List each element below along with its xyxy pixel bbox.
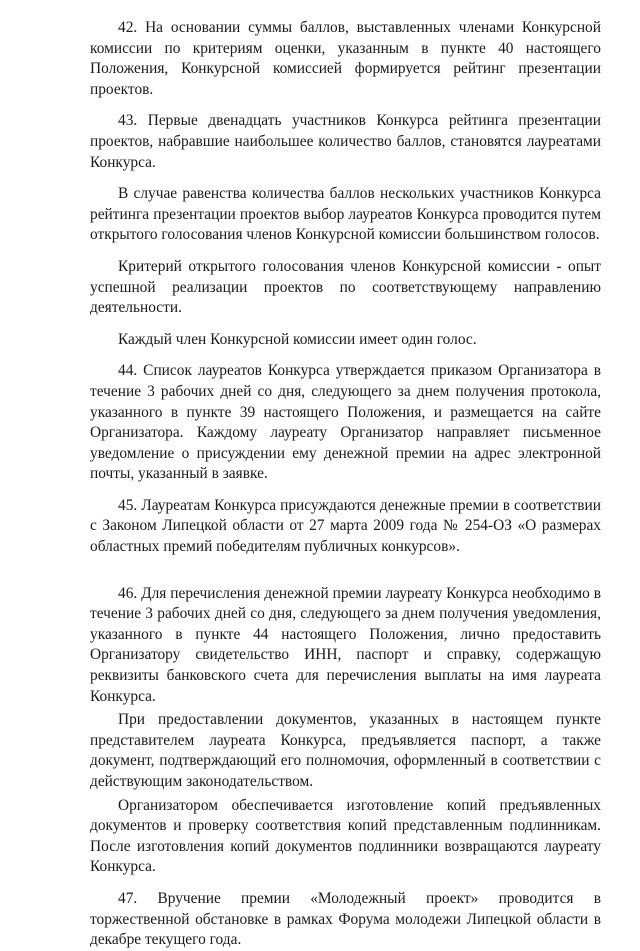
paragraph-one-vote: Каждый член Конкурсной комиссии имеет один голос.: [118, 330, 477, 348]
paragraph-46: 46. Для перечисления денежной премии лауреату Конкурса необходимо в течение 3 рабочих дней со дня, следующего за днем получения уведомления, указанного в пункте 44 настоящего Положения, лично предоставить Организатору свидетельство ИНН, паспорт и справку, содержащую реквизиты банковского счета для перечисления выплаты на имя лауреата Конкурса.: [90, 584, 601, 705]
paragraph-46-copies: Организатором обеспечивается изготовление копий предъявленных документов и проверку соответствия копий представленным подлинникам. После изготовления копий документов подлинники возвращаются лауреату Конкурса.: [90, 796, 601, 876]
paragraph-47: 47. Вручение премии «Молодежный проект» проводится в торжественной обстановке в рамках Форума молодежи Липецкой области в декабре текущего года.: [90, 889, 601, 949]
paragraph-43: 43. Первые двенадцать участников Конкурса рейтинга презентации проектов, набравшие наибольшее количество баллов, становятся лауреатами Конкурса.: [90, 112, 601, 171]
paragraph-44: 44. Список лауреатов Конкурса утверждается приказом Организатора в течение 3 рабочих дней со дня, следующего за днем получения протокола, указанного в пункте 39 настоящего Положения, и размещается на сайте Организатора. Каждому лауреату Организатор направляет письменное уведомление о присуждении ему денежной премии на адрес электронной почты, указанный в заявке.: [90, 362, 601, 483]
paragraph-45: 45. Лауреатам Конкурса присуждаются денежные премии в соответствии с Законом Липецкой области от 27 марта 2009 года № 254-ОЗ «О размерах областных премий победителям публичных конкурсов».: [90, 496, 601, 556]
paragraph-vote-criterion: Критерий открытого голосования членов Конкурсной комиссии - опыт успешной реализации проектов по соответствующему направлению деятельности.: [90, 257, 601, 317]
paragraph-46-representative: При предоставлении документов, указанных в настоящем пункте представителем лауреата Конкурса, предъявляется паспорт, а также документ, подтверждающий его полномочия, оформленный в соответствии с действующим законодательством.: [90, 711, 601, 790]
paragraph-tie-rule: В случае равенства количества баллов нескольких участников Конкурса рейтинга презентации проектов выбор лауреатов Конкурса проводится путем открытого голосования членов Конкурсной комиссии большинством голосов.: [90, 185, 601, 244]
document-page: [90, 18, 601, 951]
paragraph-42: 42. На основании суммы баллов, выставленных членами Конкурсной комиссии по критериям оценки, указанным в пункте 40 настоящего Положения, Конкурсной комиссией формируется рейтинг презентации проектов.: [90, 19, 601, 98]
